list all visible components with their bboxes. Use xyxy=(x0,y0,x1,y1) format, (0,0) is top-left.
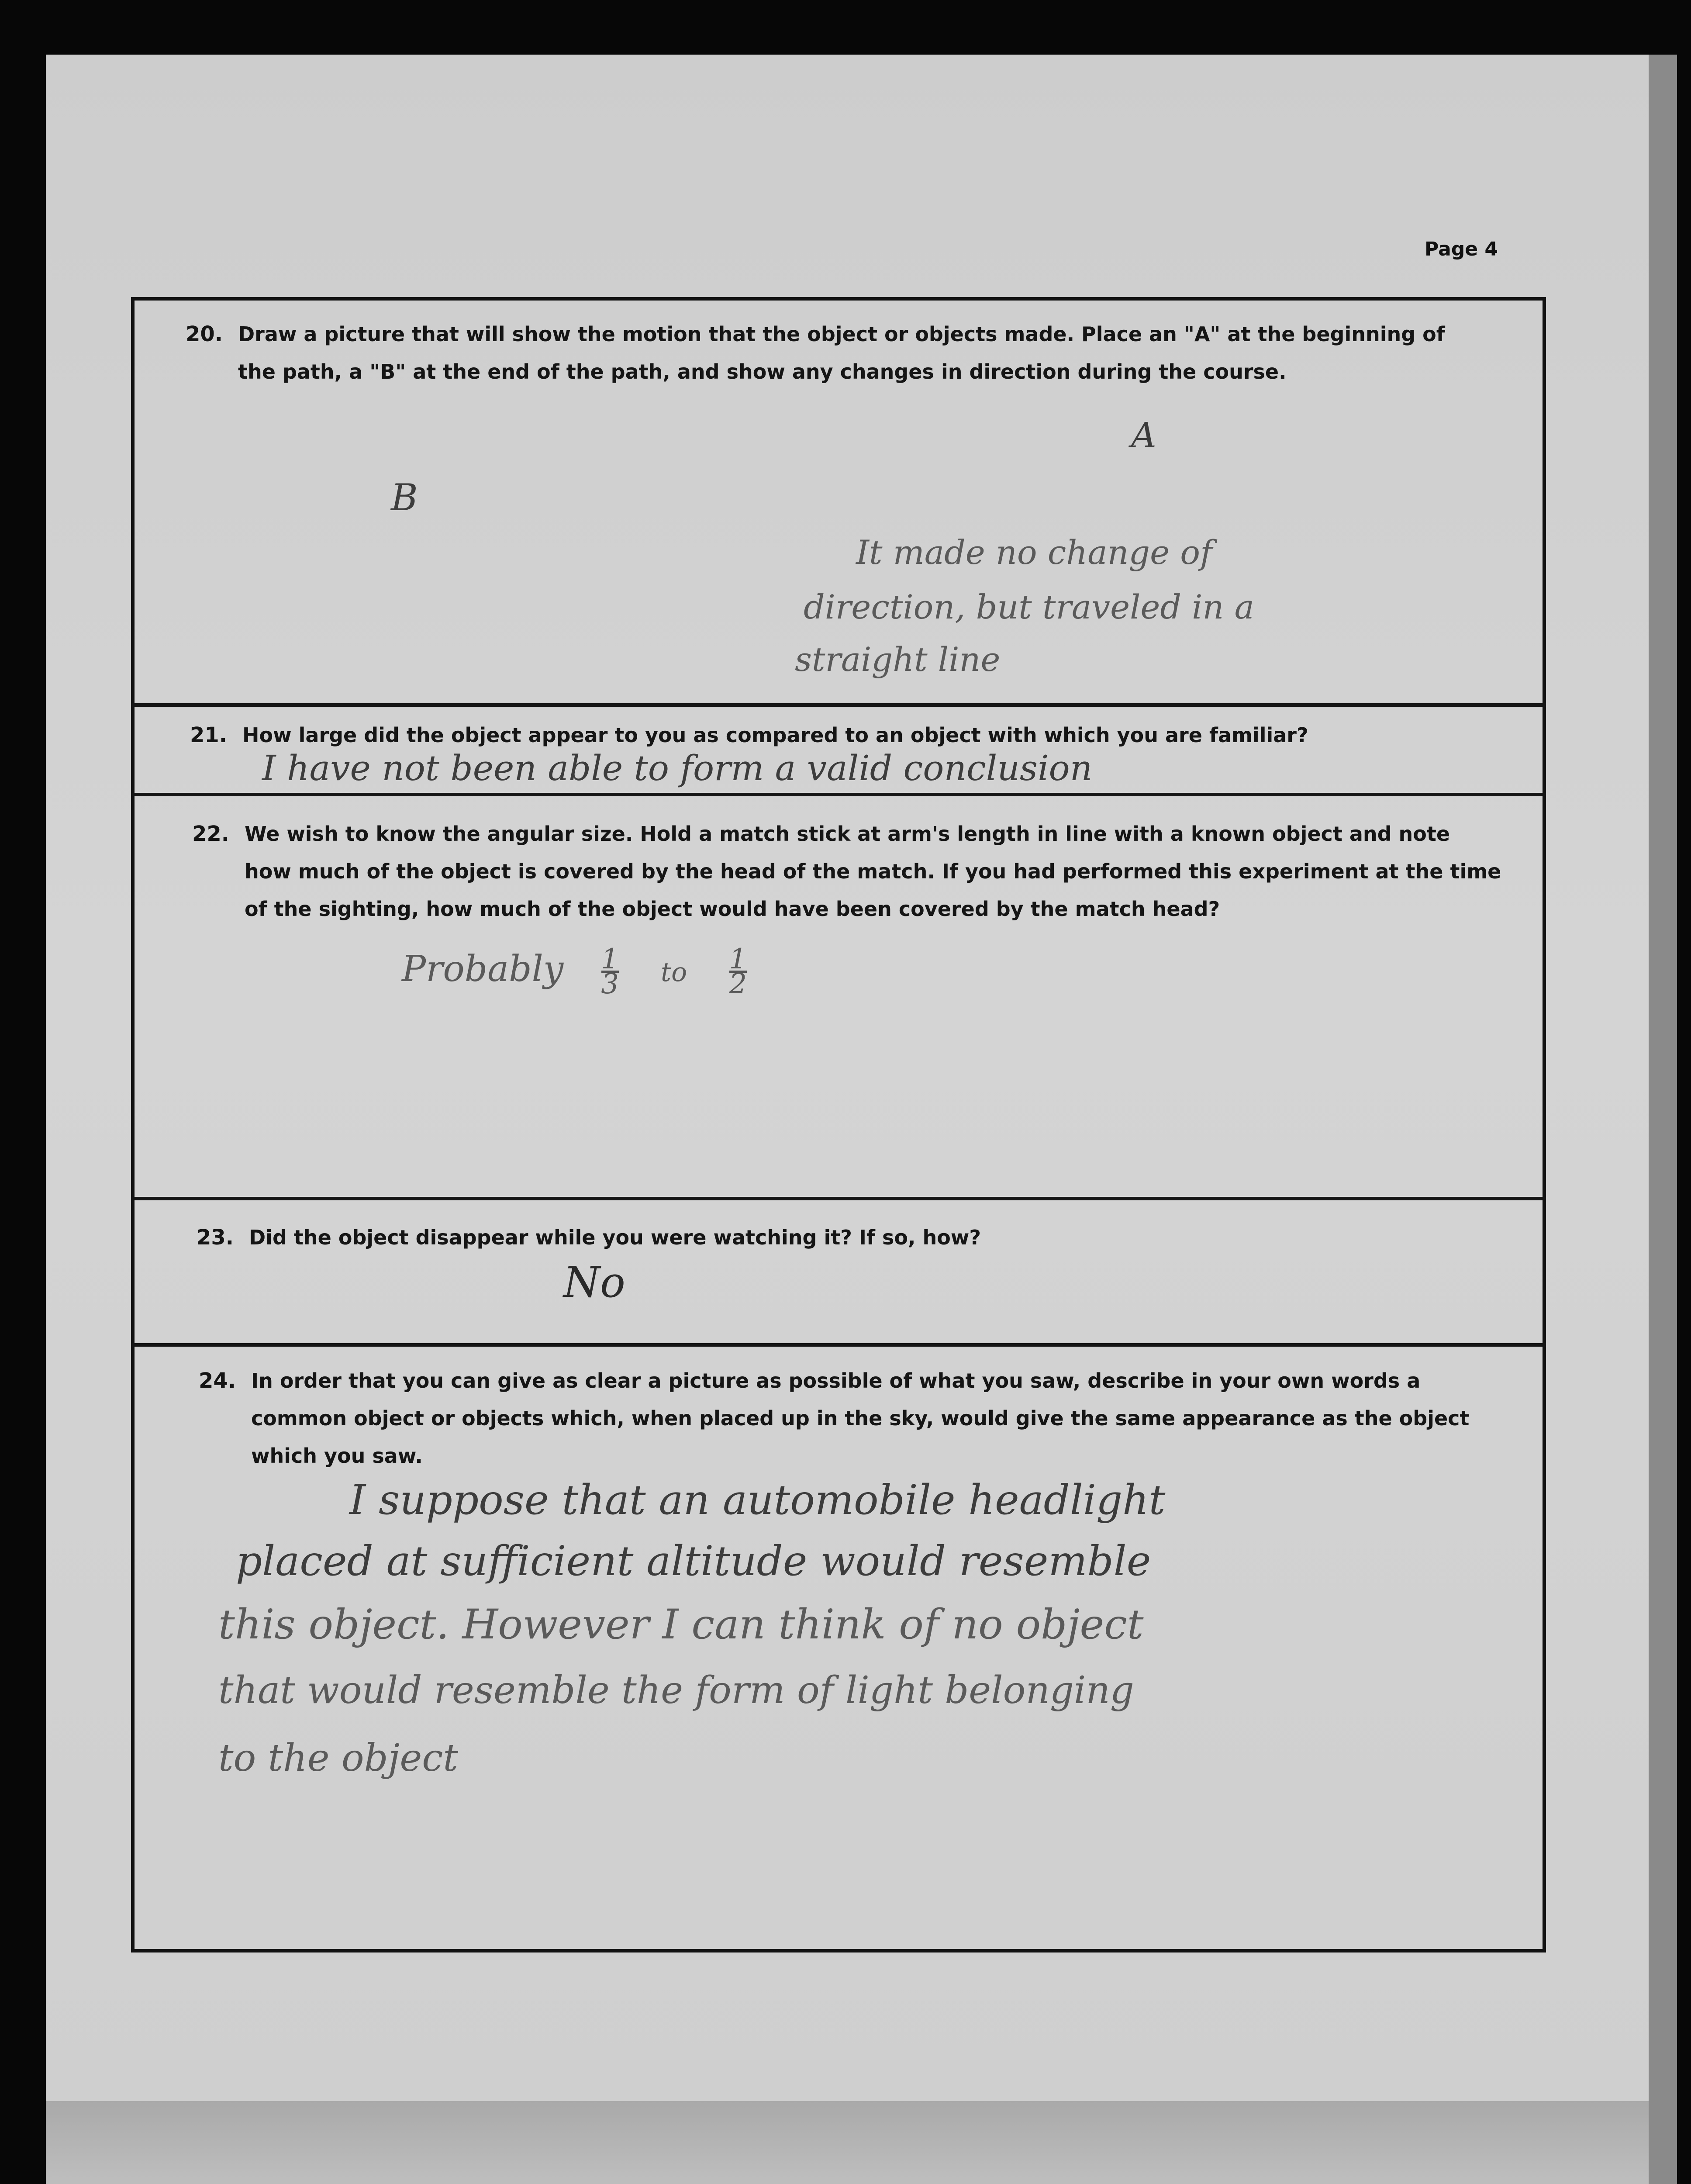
q22-answer-word: Probably xyxy=(402,948,564,990)
q22-frac1-num: 1 xyxy=(601,943,619,975)
q22-answer-fraction-1 xyxy=(601,943,619,1000)
q24-answer-line2: placed at sufficient altitude would resemble xyxy=(236,1538,1151,1585)
q20-answer-a: A xyxy=(1131,415,1156,456)
q22-text-line1: We wish to know the angular size. Hold a match stick at arm's length in line with a known object and note xyxy=(245,822,1450,846)
q24-text-line2: common object or objects which, when placed up in the sky, would give the same appearance as the object xyxy=(251,1406,1470,1430)
q23-answer: No xyxy=(563,1258,625,1307)
q22-answer-to: to xyxy=(661,957,687,988)
q20-text-line2: the path, a "B" at the end of the path, and show any changes in direction during the course. xyxy=(238,360,1287,384)
q20-text-line1: Draw a picture that will show the motion that the object or objects made. Place an "A" at the beginning of xyxy=(238,322,1445,346)
q20-answer-b: B xyxy=(391,476,418,519)
divider-q20-q21 xyxy=(131,703,1546,707)
q24-number: 24. xyxy=(199,1368,236,1393)
q24-text-line3: which you saw. xyxy=(251,1444,423,1468)
q22-answer xyxy=(402,943,747,1000)
q22-frac2-den: 2 xyxy=(729,968,747,1000)
q24-answer-line3: this object. However I can think of no object xyxy=(218,1601,1144,1648)
q22-text-line2: how much of the object is covered by the head of the match. If you had performed this experiment at the time xyxy=(245,860,1501,883)
q22-text-line3: of the sighting, how much of the object would have been covered by the match head? xyxy=(245,897,1220,921)
q23-text: Did the object disappear while you were watching it? If so, how? xyxy=(249,1226,981,1249)
q22-answer-fraction-2 xyxy=(729,943,747,1000)
divider-q23-q24 xyxy=(131,1343,1546,1347)
divider-q21-q22 xyxy=(131,793,1546,796)
q20-answer-line2: direction, but traveled in a xyxy=(804,587,1254,626)
backing-sheet xyxy=(46,2101,1677,2184)
q21-text: How large did the object appear to you as compared to an object with which you are familiar? xyxy=(242,723,1308,747)
q22-frac1-den: 3 xyxy=(601,968,619,1000)
q24-answer-line4: that would resemble the form of light belonging xyxy=(218,1669,1134,1712)
q24-answer-line1: I suppose that an automobile headlight xyxy=(349,1476,1166,1524)
q20-answer-line3: straight line xyxy=(795,640,1001,679)
q20-number: 20. xyxy=(186,322,223,346)
q22-frac2-num: 1 xyxy=(729,943,747,975)
q24-answer-line5: to the object xyxy=(218,1736,458,1780)
q21-number: 21. xyxy=(190,723,228,747)
q24-text-line1: In order that you can give as clear a picture as possible of what you saw, describe in your own words a xyxy=(251,1369,1421,1393)
q22-number: 22. xyxy=(192,822,230,846)
divider-q22-q23 xyxy=(131,1197,1546,1200)
q23-number: 23. xyxy=(197,1225,234,1250)
page-number: Page 4 xyxy=(1425,238,1498,260)
q20-answer-line1: It made no change of xyxy=(856,533,1213,572)
q21-answer: I have not been able to form a valid conclusion xyxy=(262,748,1093,788)
scan-edge xyxy=(1649,55,1677,2184)
